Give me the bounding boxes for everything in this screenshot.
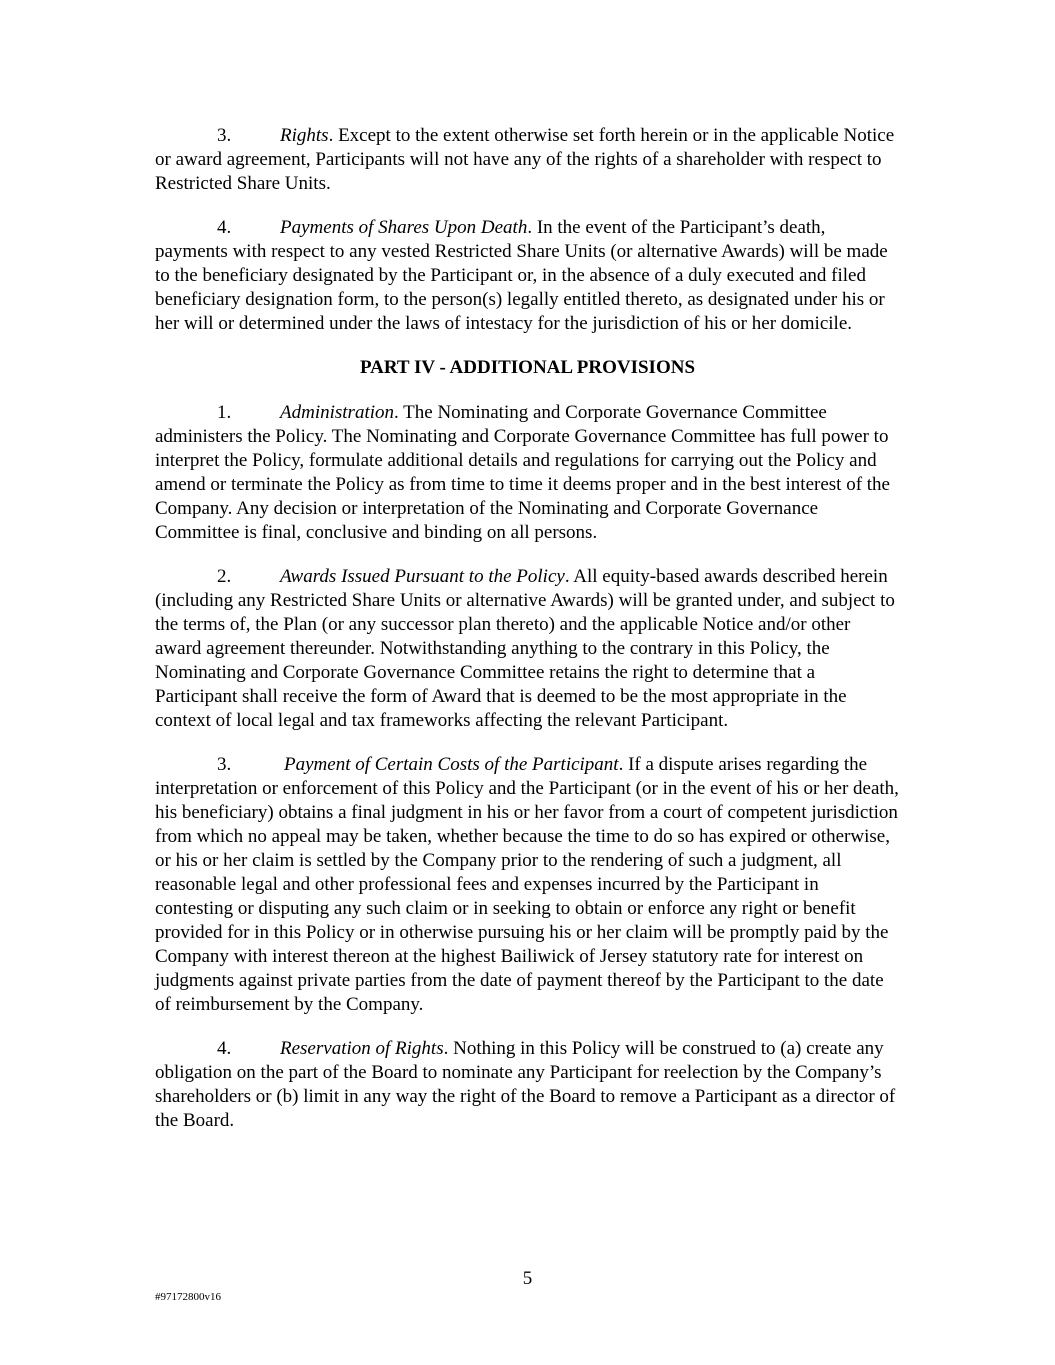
section-reservation-of-rights <box>155 1037 900 1133</box>
section-administration <box>155 401 900 545</box>
section-number: 3. <box>217 125 232 146</box>
section-awards-issued <box>155 565 900 733</box>
section-number: 1. <box>217 402 232 423</box>
section-payments-on-death <box>155 216 900 336</box>
section-payment-of-costs <box>155 753 900 1017</box>
document-body <box>155 124 900 1153</box>
section-number: 2. <box>217 566 232 587</box>
section-title: Awards Issued Pursuant to the Policy <box>280 566 565 587</box>
section-title: Rights <box>280 125 329 146</box>
section-rights <box>155 124 900 196</box>
section-title: Payment of Certain Costs of the Participant <box>284 754 619 775</box>
page-number: 5 <box>522 1268 533 1289</box>
section-number: 4. <box>217 217 232 238</box>
section-number: 3. <box>217 754 232 775</box>
part-heading: PART IV - ADDITIONAL PROVISIONS <box>359 357 696 378</box>
section-title: Reservation of Rights <box>280 1038 444 1059</box>
section-body: . In the event of the Participant’s death, payments with respect to any vested Restricted Share Units (or alternative Awards) will be made to the beneficiary designated by the Participant or, in the absence of a duly executed and filed beneficiary designation form, to the person(s) legally entitled thereto, as designated under his or her will or determined under the laws of intestacy for the jurisdiction of his or her domicile. <box>155 217 888 334</box>
section-body: . Except to the extent otherwise set forth herein or in the applicable Notice or award agreement, Participants will not have any of the rights of a shareholder with respect to Restricted Share Units. <box>155 125 895 194</box>
section-body: . The Nominating and Corporate Governance Committee administers the Policy. The Nominating and Corporate Governance Committee has full power to interpret the Policy, formulate additional details and regulations for carrying out the Policy and amend or terminate the Policy as from time to time it deems proper and in the best interest of the Company. Any decision or interpretation of the Nominating and Corporate Governance Committee is final, conclusive and binding on all persons. <box>155 402 890 543</box>
section-title: Payments of Shares Upon Death <box>280 217 528 238</box>
section-title: Administration <box>280 402 395 423</box>
section-body: . All equity-based awards described herein (including any Restricted Share Units or alternative Awards) will be granted under, and subject to the terms of, the Plan (or any successor plan thereto) and the applicable Notice and/or other award agreement thereunder. Notwithstanding anything to the contrary in this Policy, the Nominating and Corporate Governance Committee retains the right to determine that a Participant shall receive the form of Award that is deemed to be the most appropriate in the context of local legal and tax frameworks affecting the relevant Participant. <box>155 566 895 731</box>
section-body: . If a dispute arises regarding the interpretation or enforcement of this Policy and the Participant (or in the event of his or her death, his beneficiary) obtains a final judgment in his or her favor from a court of competent jurisdiction from which no appeal may be taken, whether because the time to do so has expired or otherwise, or his or her claim is settled by the Company prior to the rendering of such a judgment, all reasonable legal and other professional fees and expenses incurred by the Participant in contesting or disputing any such claim or in seeking to obtain or enforce any right or benefit provided for in this Policy or in otherwise pursuing his or her claim will be promptly paid by the Company with interest thereon at the highest Bailiwick of Jersey statutory rate for interest on judgments against private parties from the date of payment thereof by the Participant to the date of reimbursement by the Company. <box>155 754 899 1015</box>
document-id: #97172800v16 <box>155 1291 221 1303</box>
section-number: 4. <box>217 1038 232 1059</box>
section-body: . Nothing in this Policy will be construed to (a) create any obligation on the part of the Board to nominate any Participant for reelection by the Company’s shareholders or (b) limit in any way the right of the Board to remove a Participant as a director of the Board. <box>155 1038 896 1131</box>
